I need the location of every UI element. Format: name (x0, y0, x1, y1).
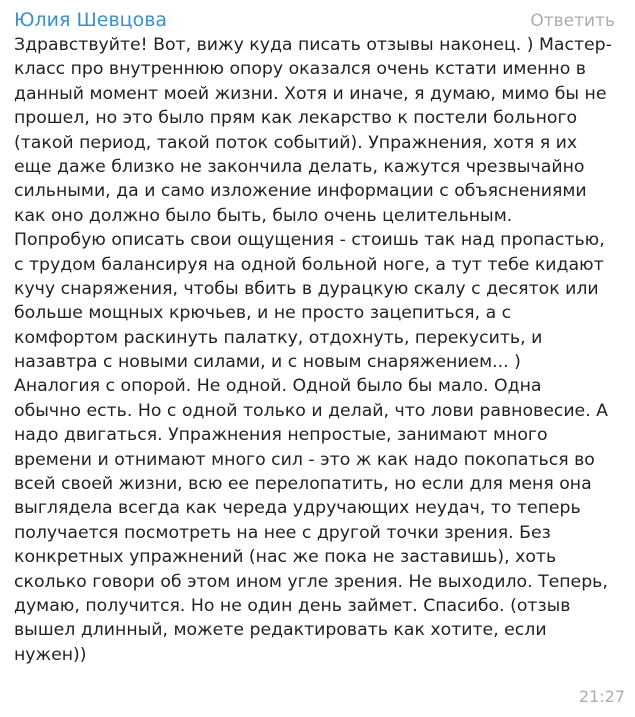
message-line: сколько говори об этом ином угле зрения. Не выходило. Теперь, (14, 571, 608, 592)
message-line: (такой период, такой поток событий). Упражнения, хотя я их (14, 132, 578, 153)
message-line: сильными, да и само изложение информации с объяснениями (14, 181, 587, 202)
message-line: как оно должно было быть, было очень целительным. (14, 205, 513, 226)
message-text (14, 33, 614, 667)
message-line: получается посмотреть на нее с другой точки зрения. Без (14, 522, 551, 543)
message-line: с трудом балансируя на одной больной ноге, а тут тебе кидают (14, 254, 604, 275)
message-line: времени и отнимают много сил - это ж как надо покопаться во (14, 449, 595, 470)
message-line: класс про внутреннюю опору оказался очень кстати именно в (14, 59, 586, 80)
message-line: всей своей жизни, всю ее перелопатить, но если для меня она (14, 474, 592, 495)
message-line: Аналогия с опорой. Не одной. Одной было бы мало. Одна (14, 376, 542, 397)
message-line: Попробую описать свои ощущения - стоишь так над пропастью, (14, 230, 605, 251)
message-line: выглядела всегда как череда удручающих неудач, то теперь (14, 498, 581, 519)
message-line: думаю, получится. Но не один день займет. Спасибо. (отзыв (14, 595, 571, 616)
reply-button[interactable]: Ответить (530, 11, 615, 31)
message-header (10, 6, 625, 34)
message-line: вышел длинный, можете редактировать как хотите, если (14, 620, 547, 641)
message-line: обычно есть. Но с одной только и делай, что лови равновесие. А (14, 400, 609, 421)
message-line: кучу снаряжения, чтобы вбить в дурацкую скалу с десяток или (14, 278, 599, 299)
message-line: нужен)) (14, 644, 87, 665)
message-line: больше мощных крючьев, и не просто зацепиться, а с (14, 303, 512, 324)
message-line: Здравствуйте! Вот, вижу куда писать отзывы наконец. ) Мастер- (14, 35, 612, 55)
message-line: назавтра с новыми силами, и с новым снаряжением... ) (14, 352, 521, 373)
author-name[interactable]: Юлия Шевцова (14, 9, 168, 31)
message-line: данный момент моей жизни. Хотя и иначе, я думаю, мимо бы не (14, 83, 607, 104)
message-timestamp: 21:27 (578, 687, 625, 706)
message-line: прошел, но это было прям как лекарство к постели больного (14, 108, 578, 129)
message-line: надо двигаться. Упражнения непростые, занимают много (14, 425, 548, 446)
message-line: еще даже близко не закончила делать, кажутся чрезвычайно (14, 156, 585, 177)
message-line: комфортом раскинуть палатку, отдохнуть, перекусить, и (14, 327, 543, 348)
message-line: конкретных упражнений (нас же пока не заставишь), хоть (14, 547, 557, 568)
